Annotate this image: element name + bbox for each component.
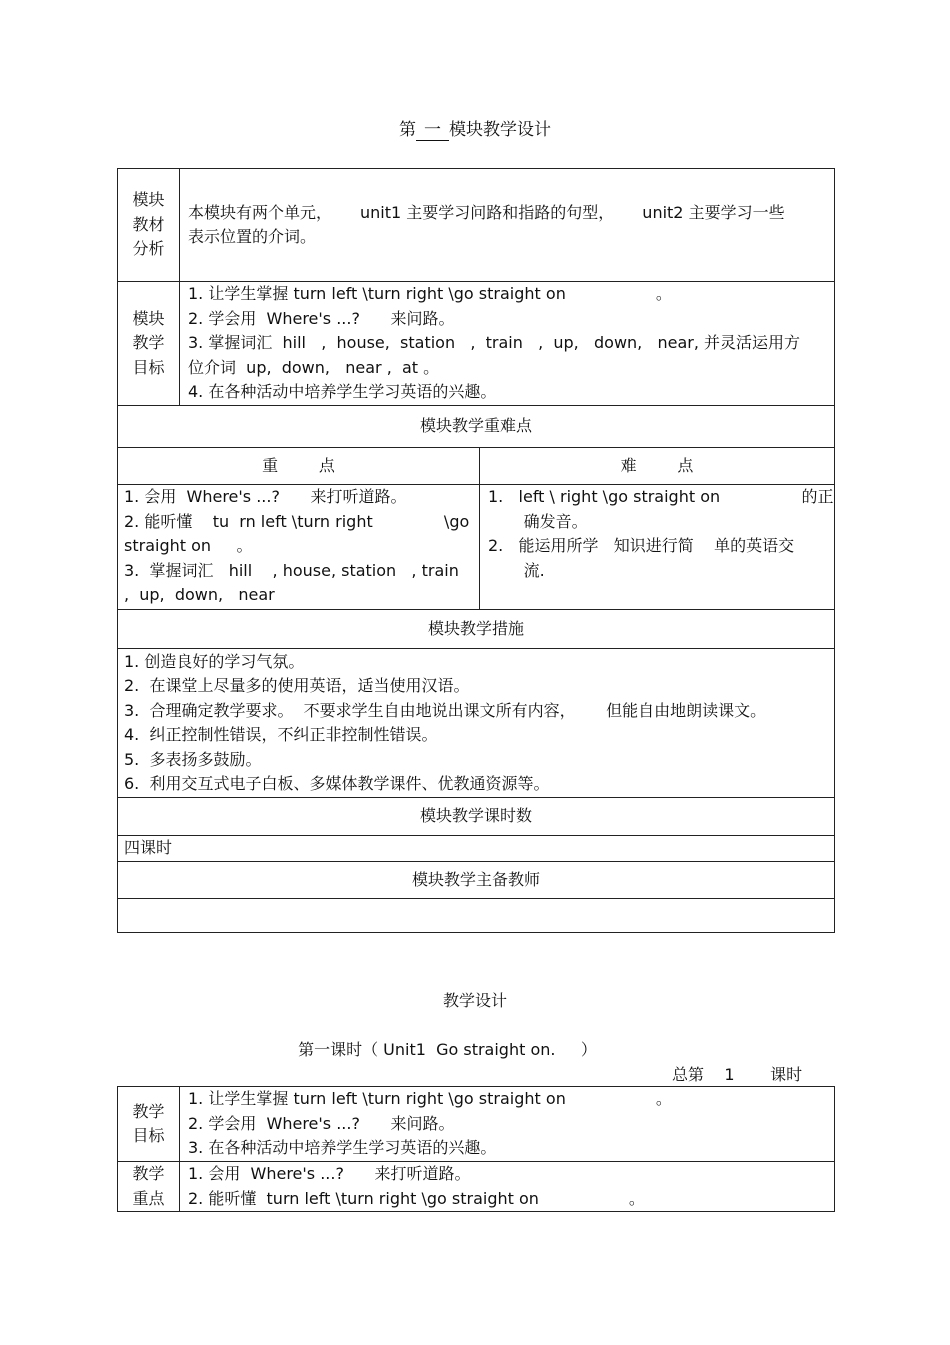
measure-item-6: 6. 利用交互式电子白板、多媒体教学课件、优教通资源等。: [124, 774, 550, 793]
lesson-key-item-2-end: 。: [628, 1188, 645, 1208]
difficulty-item-2-cont: 流.: [488, 560, 545, 580]
teacher-heading: 模块教学主备教师: [118, 862, 835, 899]
teacher-heading-row: [118, 862, 835, 899]
measure-item-2: 2. 在课堂上尽量多的使用英语，适当使用汉语。: [124, 676, 470, 695]
keypoints-heading: 模块教学重难点: [118, 406, 835, 448]
lesson-goal-item-2: 2. 学会用 Where's ...? 来问路。: [188, 1113, 455, 1133]
goals-row: [118, 282, 835, 406]
label-line: 教学: [132, 1164, 165, 1183]
lesson-design-table: [117, 1086, 835, 1212]
measure-item-4: 4. 纠正控制性错误，不纠正非控制性错误。: [124, 725, 438, 744]
label-line: 分析: [132, 239, 165, 259]
goal-item-2: 2. 学会用 Where's ...? 来问路。: [188, 308, 455, 328]
analysis-text-1: 本模块有两个单元，: [188, 202, 333, 222]
lesson-key-item-2: 2. 能听懂 turn left \turn right \go straight on: [188, 1188, 539, 1208]
measures-heading-row: [118, 610, 835, 649]
key-item-3-cont: , up, down, near: [124, 585, 275, 604]
title-suffix: 模块教学设计: [449, 120, 551, 140]
difficulty-points-list: [480, 485, 835, 610]
hours-value: 四课时: [118, 836, 835, 862]
key-item-1: 1. 会用 Where's ...? 来打听道路。: [124, 487, 407, 506]
label-line: 目标: [132, 357, 165, 377]
lesson-goal-item-1-end: 。: [655, 1089, 672, 1108]
module-design-table: [117, 168, 835, 933]
lesson-key-row: [118, 1162, 835, 1212]
difficulty-item-1: 1. left \ right \go straight on 的正: [488, 487, 834, 506]
lesson-goal-item-3: 3. 在各种活动中培养学生学习英语的兴趣。: [188, 1138, 497, 1157]
measures-list: [118, 649, 835, 798]
goals-text: [180, 282, 835, 406]
analysis-text-2: unit1 主要学习问路和指路的句型，: [360, 202, 615, 222]
keypoints-content-row: [118, 485, 835, 610]
teacher-value: [118, 899, 835, 933]
key-item-2: 2. 能听懂 tu rn left \turn right \go: [124, 511, 470, 531]
title-prefix: 第: [399, 120, 416, 140]
key-heading: 重 点: [118, 448, 480, 485]
analysis-text-4: 表示位置的介词。: [188, 227, 317, 246]
hours-heading: 模块教学课时数: [118, 798, 835, 836]
label-line: 教学: [132, 333, 165, 353]
label-line: 教材: [132, 214, 165, 234]
label-line: 教学: [132, 1101, 165, 1121]
difficulty-heading: 难 点: [480, 448, 835, 485]
analysis-row: [118, 169, 835, 282]
lesson-key-item-1: 1. 会用 Where's ...? 来打听道路。: [188, 1164, 471, 1183]
lesson-title: 第一课时（ Unit1 Go straight on. ）: [298, 1040, 597, 1059]
keypoints-subheading-row: [118, 448, 835, 485]
label-line: 重点: [132, 1188, 165, 1208]
analysis-text: [180, 169, 835, 282]
design-heading: 教学设计: [442, 991, 507, 1010]
key-points-list: [118, 485, 480, 610]
lesson-goals-row: [118, 1087, 835, 1162]
lesson-count: 总第 1 课时: [672, 1065, 803, 1084]
lesson-key-label: [118, 1162, 180, 1212]
goal-item-1: 1. 让学生掌握 turn left \turn right \go straight on: [188, 284, 566, 303]
lesson-goals-label: [118, 1087, 180, 1162]
goal-item-3-cont: 位介词 up, down, near , at 。: [188, 357, 440, 377]
analysis-label: [118, 169, 180, 282]
measure-item-3: 3. 合理确定教学要求。 不要求学生自由地说出课文所有内容， 但能自由地朗读课文。: [124, 700, 767, 720]
goal-item-4: 4. 在各种活动中培养学生学习英语的兴趣。: [188, 382, 497, 401]
goals-label: [118, 282, 180, 406]
label-line: 目标: [132, 1126, 165, 1145]
measure-item-5: 5. 多表扬多鼓励。: [124, 749, 262, 769]
goal-item-1-end: 。: [655, 284, 672, 303]
lesson-goals-text: [180, 1087, 835, 1162]
label-line: 模块: [132, 190, 165, 210]
page-title: [0, 118, 950, 142]
measures-content-row: [118, 649, 835, 798]
key-item-2-cont: straight on 。: [124, 536, 253, 555]
measure-item-1: 1. 创造良好的学习气氛。: [124, 651, 305, 671]
lesson-key-text: [180, 1162, 835, 1212]
label-line: 模块: [132, 308, 165, 328]
lesson-goal-item-1: 1. 让学生掌握 turn left \turn right \go straight on: [188, 1089, 566, 1108]
goal-item-3: 3. 掌握词汇 hill , house, station , train , up, down, near, 并灵活运用方: [188, 333, 801, 352]
teacher-value-row: [118, 899, 835, 933]
hours-heading-row: [118, 798, 835, 836]
difficulty-item-2: 2. 能运用所学 知识进行简 单的英语交: [488, 536, 795, 555]
keypoints-heading-row: [118, 406, 835, 448]
title-module-number: 一: [416, 120, 449, 141]
key-item-3: 3. 掌握词汇 hill , house, station , train: [124, 560, 459, 580]
measures-heading: 模块教学措施: [118, 610, 835, 649]
difficulty-item-1-cont: 确发音。: [488, 511, 588, 531]
hours-value-row: [118, 836, 835, 862]
analysis-text-3: unit2 主要学习一些: [642, 202, 785, 222]
